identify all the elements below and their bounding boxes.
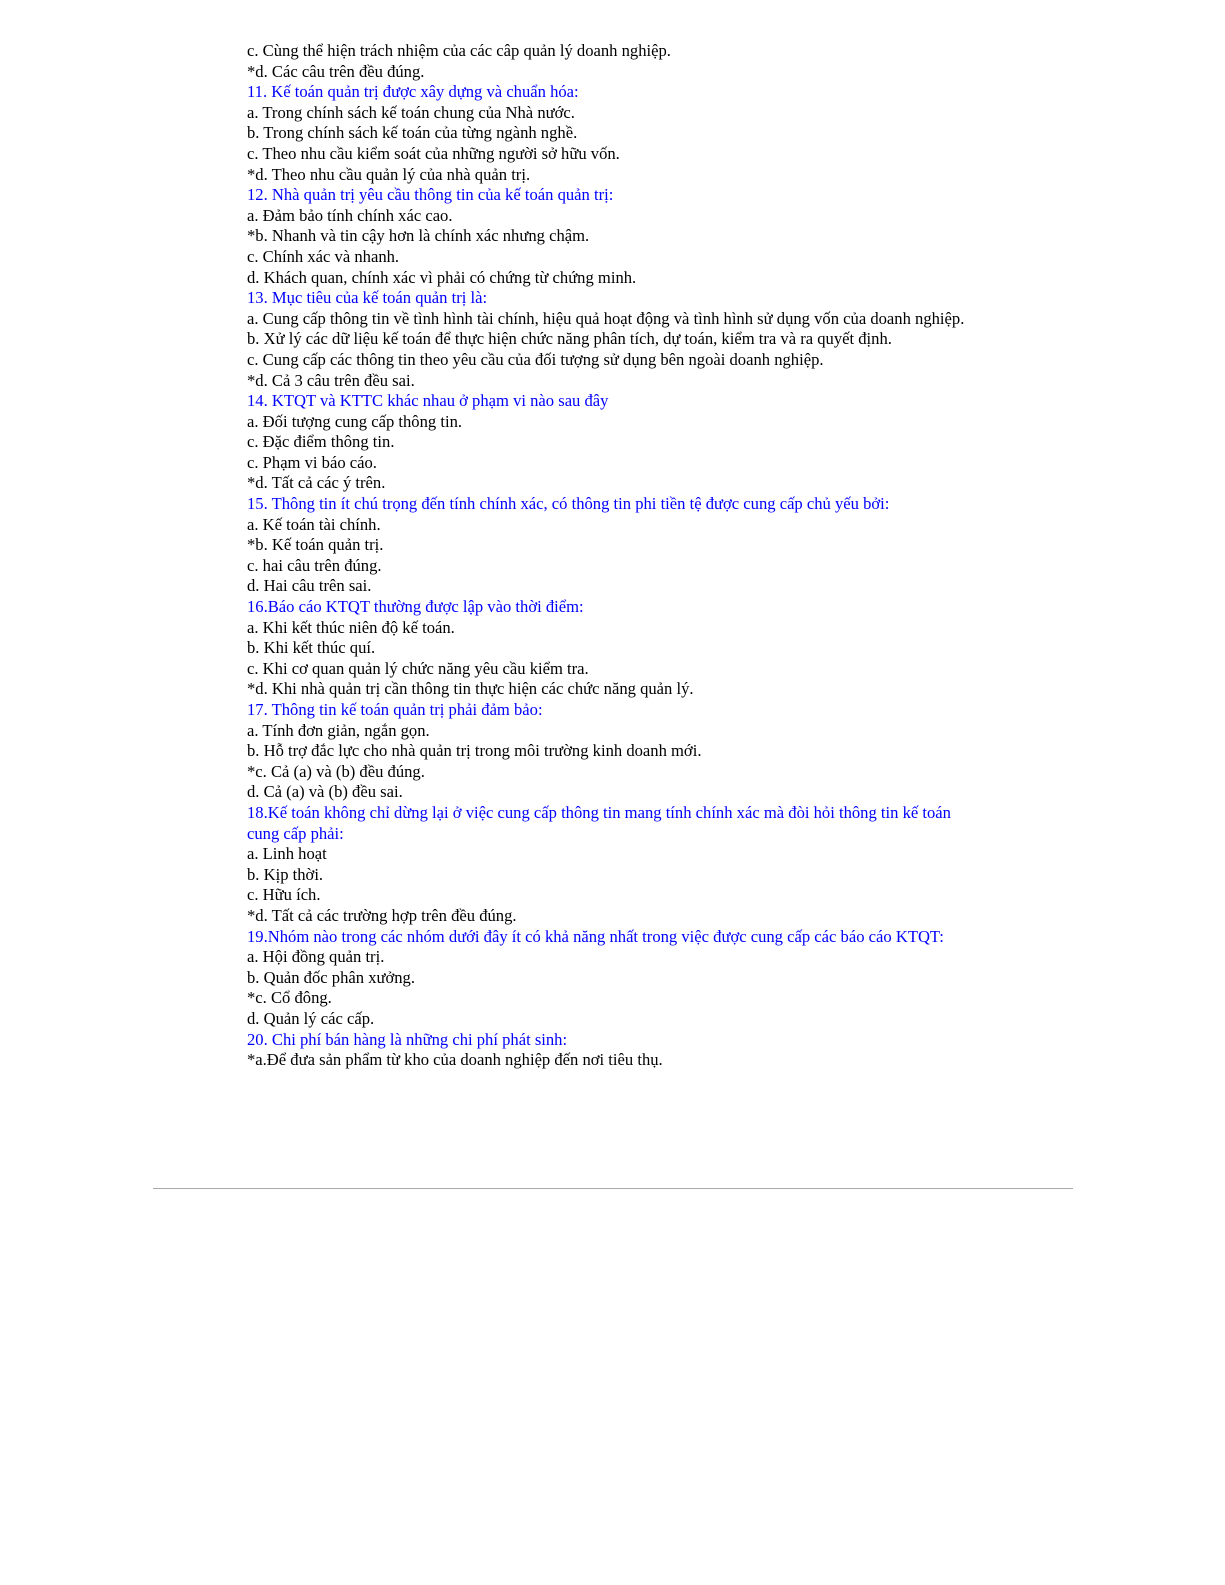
question-line: 11. Kế toán quản trị được xây dựng và chuẩn hóa: xyxy=(247,82,579,102)
answer-line: a. Hội đồng quản trị. xyxy=(247,947,385,967)
answer-line: *a.Để đưa sản phẩm từ kho của doanh nghiệp đến nơi tiêu thụ. xyxy=(247,1050,663,1070)
answer-line: a. Đảm bảo tính chính xác cao. xyxy=(247,205,453,225)
answer-line: a. Trong chính sách kế toán chung của Nhà nước. xyxy=(247,102,575,122)
answer-line: b. Khi kết thúc quí. xyxy=(247,638,376,658)
answer-line: d. Hai câu trên sai. xyxy=(247,576,372,596)
answer-line: c. hai câu trên đúng. xyxy=(247,555,382,575)
question-line: 17. Thông tin kế toán quản trị phải đảm bảo: xyxy=(247,700,543,719)
question-line: 15. Thông tin ít chú trọng đến tính chính xác, có thông tin phi tiền tệ được cung cấp chủ yếu bởi: xyxy=(247,494,890,514)
answer-line: *d. Cả 3 câu trên đều sai. xyxy=(247,370,415,390)
answer-line: d. Cả (a) và (b) đều sai. xyxy=(247,782,403,802)
answer-line: c. Cùng thể hiện trách nhiệm của các câp quản lý doanh nghiệp. xyxy=(247,41,671,60)
answer-line: *b. Kế toán quản trị. xyxy=(247,535,384,555)
answer-line: *c. Cả (a) và (b) đều đúng. xyxy=(247,761,425,781)
answer-line: b. Hỗ trợ đắc lực cho nhà quản trị trong môi trường kinh doanh mới. xyxy=(247,741,702,761)
question-line: 12. Nhà quản trị yêu cầu thông tin của kế toán quản trị: xyxy=(247,185,614,205)
answer-line: b. Quản đốc phân xưởng. xyxy=(247,967,416,987)
answer-line: c. Phạm vi báo cáo. xyxy=(247,452,377,472)
question-line: 18.Kế toán không chỉ dừng lại ở việc cung cấp thông tin mang tính chính xác mà đòi hỏi thông tin kế toán cung cấp phải: xyxy=(247,802,951,843)
answer-line: c. Chính xác và nhanh. xyxy=(247,246,400,266)
answer-line: a. Linh hoạt xyxy=(247,844,327,864)
answer-line: c. Hữu ích. xyxy=(247,885,321,905)
question-line: 13. Mục tiêu của kế toán quản trị là: xyxy=(247,288,488,308)
answer-line: b. Kịp thời. xyxy=(247,864,324,884)
answer-line: *d. Các câu trên đều đúng. xyxy=(247,61,425,81)
question-line: 14. KTQT và KTTC khác nhau ở phạm vi nào sau đây xyxy=(247,391,609,411)
answer-line: *c. Cổ đông. xyxy=(247,988,332,1008)
answer-line: a. Tính đơn giản, ngắn gọn. xyxy=(247,720,430,740)
answer-line: c. Đặc điểm thông tin. xyxy=(247,432,395,452)
question-line: 19.Nhóm nào trong các nhóm dưới đây ít có khả năng nhất trong việc được cung cấp các báo cáo KTQT: xyxy=(247,926,944,946)
question-line: 16.Báo cáo KTQT thường được lập vào thời điểm: xyxy=(247,597,584,617)
question-line: 20. Chi phí bán hàng là những chi phí phát sinh: xyxy=(247,1029,568,1049)
answer-line: a. Cung cấp thông tin về tình hình tài chính, hiệu quả hoạt động và tình hình sử dụng vốn của doanh nghiệp. xyxy=(247,308,965,328)
answer-line: c. Cung cấp các thông tin theo yêu cầu của đối tượng sử dụng bên ngoài doanh nghiệp. xyxy=(247,349,824,369)
answer-line: *b. Nhanh và tin cậy hơn là chính xác nhưng chậm. xyxy=(247,226,590,246)
answer-line: *d. Theo nhu cầu quản lý của nhà quản trị. xyxy=(247,164,531,184)
answer-line: *d. Tất cả các trường hợp trên đều đúng. xyxy=(247,905,517,925)
answer-line: d. Quản lý các cấp. xyxy=(247,1008,375,1028)
answer-line: *d. Tất cả các ý trên. xyxy=(247,473,386,493)
page-divider xyxy=(153,1188,1073,1189)
answer-line: c. Khi cơ quan quản lý chức năng yêu cầu kiểm tra. xyxy=(247,658,589,678)
answer-line: a. Khi kết thúc niên độ kế toán. xyxy=(247,617,455,637)
answer-line: *d. Khi nhà quản trị cần thông tin thực hiện các chức năng quản lý. xyxy=(247,679,694,699)
document-body xyxy=(247,41,977,1071)
answer-line: a. Kế toán tài chính. xyxy=(247,514,381,534)
answer-line: c. Theo nhu cầu kiểm soát của những người sở hữu vốn. xyxy=(247,143,620,163)
answer-line: a. Đối tượng cung cấp thông tin. xyxy=(247,411,463,431)
answer-line: b. Xử lý các dữ liệu kế toán để thực hiện chức năng phân tích, dự toán, kiểm tra và ra quyết định. xyxy=(247,329,892,349)
answer-line: d. Khách quan, chính xác vì phải có chứng từ chứng minh. xyxy=(247,267,637,287)
answer-line: b. Trong chính sách kế toán của từng ngành nghề. xyxy=(247,123,578,143)
